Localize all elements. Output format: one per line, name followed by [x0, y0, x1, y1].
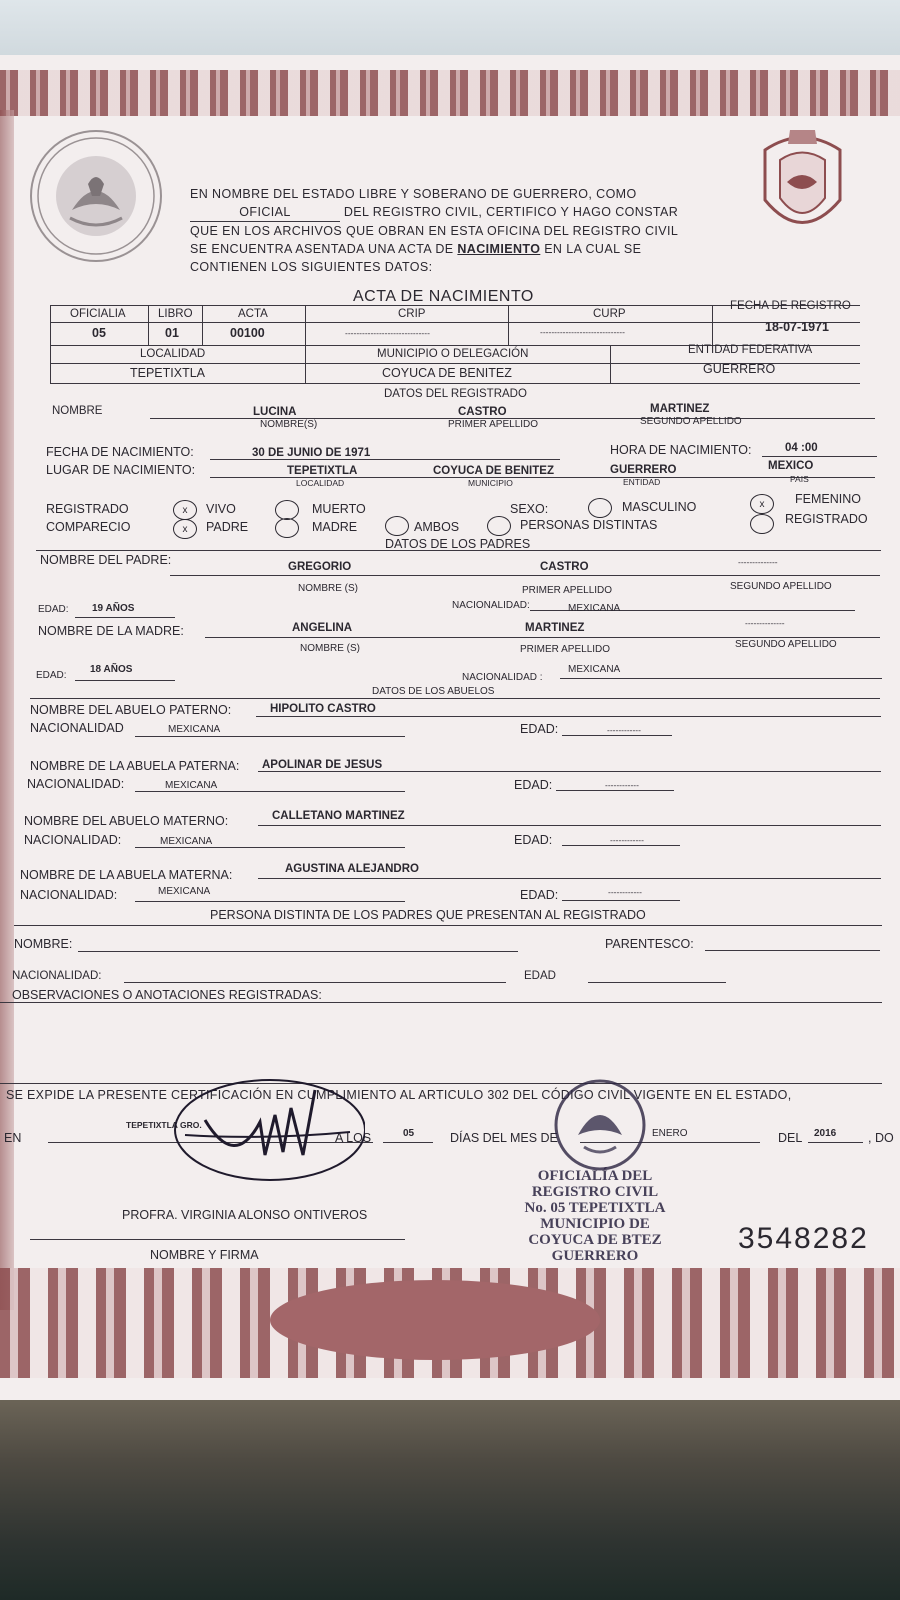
madre-edad: 18 AÑOS: [90, 664, 133, 675]
certificacion-tail: , DO: [868, 1131, 894, 1145]
sub-segundo-apellido: SEGUNDO APELLIDO: [640, 416, 742, 427]
handwritten-signature: [165, 1060, 365, 1190]
padre-primer-apellido: CASTRO: [540, 561, 589, 573]
shield-icon: [745, 120, 860, 250]
rule: [258, 878, 881, 879]
padre-nacionalidad-label: NACIONALIDAD:: [452, 600, 530, 611]
rule: [30, 698, 880, 699]
padre-option-label: PADRE: [206, 520, 249, 534]
intro-line-5: CONTIENEN LOS SIGUIENTES DATOS:: [190, 260, 433, 274]
curp-label: CURP: [593, 308, 626, 320]
expedicion-dia: 05: [403, 1128, 415, 1139]
a-los-label: A LOS: [335, 1131, 372, 1145]
crip-label: CRIP: [398, 308, 426, 320]
madre-sub-ap2: SEGUNDO APELLIDO: [735, 639, 837, 650]
padre-checkbox: [173, 519, 197, 539]
sub-entidad: ENTIDAD: [623, 477, 661, 487]
madre-segundo-apellido: --------------: [745, 618, 785, 628]
madre-option-label: MADRE: [312, 520, 358, 534]
intro-line-4b: EN LA CUAL SE: [544, 242, 642, 256]
certification-intro: [190, 185, 710, 276]
intro-line-3: QUE EN LOS ARCHIVOS QUE OBRAN EN ESTA OFICINA DEL REGISTRO CIVIL: [190, 224, 679, 238]
rule: [705, 950, 880, 951]
abuela-paterna: APOLINAR DE JESUS: [262, 759, 383, 771]
rule: [50, 383, 860, 384]
sub-nombre: NOMBRE(S): [260, 419, 318, 430]
registrado-option-checkbox: [750, 514, 774, 534]
rule: [205, 637, 880, 638]
ambos-checkbox: [385, 516, 409, 536]
femenino-label: FEMENINO: [795, 492, 861, 506]
rule: [562, 900, 680, 901]
abuelo-paterno-label: NOMBRE DEL ABUELO PATERNO:: [30, 703, 232, 717]
rule: [762, 456, 877, 457]
libro-value: 01: [165, 326, 179, 340]
oficialia-label: OFICIALIA: [70, 308, 126, 320]
section-abuelos: DATOS DE LOS ABUELOS: [372, 686, 495, 697]
document-title: ACTA DE NACIMIENTO: [353, 288, 534, 305]
lugar-pais: MEXICO: [768, 460, 814, 472]
acta-type: NACIMIENTO: [457, 242, 541, 256]
rule: [75, 617, 175, 618]
entidad-label: ENTIDAD FEDERATIVA: [688, 344, 813, 356]
intro-line-2b: DEL REGISTRO CIVIL, CERTIFICO Y HAGO CONSTAR: [343, 205, 679, 219]
rule: [712, 305, 713, 345]
rule: [78, 951, 518, 952]
registrado-label: REGISTRADO: [46, 502, 129, 516]
rule: [305, 305, 306, 383]
masculino-label: MASCULINO: [622, 500, 697, 514]
abuela-materna: AGUSTINA ALEJANDRO: [285, 863, 419, 875]
rule: [148, 305, 149, 345]
registrado-option-label: REGISTRADO: [785, 512, 868, 526]
abuelo-paterno-nacionalidad: MEXICANA: [168, 724, 221, 735]
vivo-mark: x: [182, 504, 188, 516]
sub-localidad: LOCALIDAD: [296, 478, 345, 488]
vivo-checkbox: [173, 500, 197, 520]
abuela-materna-nacionalidad: MEXICANA: [158, 886, 211, 897]
madre-sub-ap1: PRIMER APELLIDO: [520, 644, 611, 655]
femenino-checkbox: [750, 494, 774, 514]
rule: [383, 1142, 433, 1143]
padre-sub-ap2: SEGUNDO APELLIDO: [730, 581, 832, 592]
intro-line-4: [190, 240, 710, 258]
fecha-nacimiento: 30 DE JUNIO DE 1971: [252, 447, 371, 459]
rule: [258, 771, 881, 772]
sub-pais: PAIS: [790, 474, 809, 484]
crip-value: ------------------------------: [345, 328, 430, 338]
rule: [30, 1239, 405, 1240]
lugar-municipio: COYUCA DE BENITEZ: [433, 465, 554, 477]
official-stamp-seal: [548, 1075, 653, 1175]
rule: [170, 575, 880, 576]
sexo-label: SEXO:: [510, 502, 549, 516]
personas-distintas-checkbox: [487, 516, 511, 536]
padre-edad: 19 AÑOS: [92, 603, 135, 614]
padre-edad-label: EDAD:: [38, 604, 69, 615]
guerrero-state-seal: [745, 120, 860, 250]
rule: [562, 735, 672, 736]
decorative-bottom-oval: [270, 1280, 600, 1360]
rule: [808, 1142, 863, 1143]
acta-value: 00100: [230, 326, 265, 340]
registrado-nombre: LUCINA: [253, 406, 297, 418]
rule: [562, 845, 680, 846]
rule: [0, 1002, 882, 1003]
firma-label: NOMBRE Y FIRMA: [150, 1248, 259, 1262]
lugar-localidad: TEPETIXTLA: [287, 465, 358, 477]
comparecio-label: COMPARECIO: [46, 520, 131, 534]
madre-label: NOMBRE DE LA MADRE:: [38, 624, 184, 638]
abuela-materna-nacionalidad-label: NACIONALIDAD:: [20, 888, 118, 902]
sub-primer-apellido: PRIMER APELLIDO: [448, 419, 539, 430]
abuelo-materno: CALLETANO MARTINEZ: [272, 810, 405, 822]
femenino-mark: x: [759, 498, 765, 510]
madre-primer-apellido: MARTINEZ: [525, 622, 585, 634]
rule: [135, 901, 405, 902]
section-padres: DATOS DE LOS PADRES: [385, 537, 531, 551]
decorative-left-border: [0, 110, 14, 1310]
expedicion-mes: ENERO: [652, 1128, 688, 1139]
libro-label: LIBRO: [158, 308, 193, 320]
section-registrado: DATOS DEL REGISTRADO: [384, 388, 527, 400]
rule: [560, 678, 882, 679]
abuela-paterna-nacionalidad-label: NACIONALIDAD:: [27, 777, 125, 791]
madre-checkbox: [275, 518, 299, 538]
abuela-materna-edad-label: EDAD:: [520, 888, 559, 902]
abuelo-materno-nacionalidad-label: NACIONALIDAD:: [24, 833, 122, 847]
background-top: [0, 0, 900, 60]
hora-nacimiento: 04 :00: [785, 442, 818, 454]
registrado-segundo-apellido: MARTINEZ: [650, 403, 710, 415]
abuelo-materno-nacionalidad: MEXICANA: [160, 836, 213, 847]
vivo-label: VIVO: [206, 502, 236, 516]
rule: [75, 680, 175, 681]
rule: [610, 345, 611, 383]
folio-number: 3548282: [738, 1222, 869, 1255]
rule: [256, 716, 881, 717]
abuela-paterna-edad: ------------: [605, 780, 639, 790]
observaciones-label: OBSERVACIONES O ANOTACIONES REGISTRADAS:: [12, 988, 322, 1002]
ambos-label: AMBOS: [414, 520, 460, 534]
intro-line-2: [190, 203, 710, 222]
localidad-value: TEPETIXTLA: [130, 366, 206, 380]
intro-line-1: EN NOMBRE DEL ESTADO LIBRE Y SOBERANO DE GUERRERO, COMO: [190, 187, 637, 201]
oficial-field: OFICIAL: [190, 203, 340, 222]
rule: [50, 305, 51, 383]
municipio-label: MUNICIPIO O DELEGACIÓN: [377, 348, 529, 360]
localidad-label: LOCALIDAD: [140, 348, 206, 360]
rule: [124, 982, 506, 983]
madre-nacionalidad: MEXICANA: [568, 664, 621, 675]
padre-sub-ap1: PRIMER APELLIDO: [522, 585, 613, 596]
padre-nacionalidad: MEXICANA: [568, 603, 621, 614]
entidad-value: GUERRERO: [703, 362, 776, 376]
abuelo-materno-edad: ------------: [610, 835, 644, 845]
masculino-checkbox: [588, 498, 612, 518]
padre-mark: x: [182, 523, 188, 535]
muerto-label: MUERTO: [312, 502, 366, 516]
parentesco-label: PARENTESCO:: [605, 937, 694, 951]
certificacion-line: SE EXPIDE LA PRESENTE CERTIFICACIÓN EN CUMPLIMIENTO AL ARTICULO 302 DEL CÓDIGO CIVIL VIGENTE EN EL ESTADO,: [6, 1088, 792, 1102]
abuela-materna-label: NOMBRE DE LA ABUELA MATERNA:: [20, 868, 233, 882]
expedicion-lugar: TEPETIXTLA GRO.: [126, 1120, 202, 1130]
fecha-nacimiento-label: FECHA DE NACIMIENTO:: [46, 445, 194, 459]
persona-nombre-label: NOMBRE:: [14, 937, 73, 951]
rule: [588, 982, 726, 983]
abuelo-paterno-edad-label: EDAD:: [520, 722, 559, 736]
lugar-entidad: GUERRERO: [610, 464, 677, 476]
madre-sub-nombre: NOMBRE (S): [300, 643, 360, 654]
abuelo-materno-edad-label: EDAD:: [514, 833, 553, 847]
rule: [36, 550, 881, 551]
intro-line-4a: SE ENCUENTRA ASENTADA UNA ACTA DE: [190, 242, 454, 256]
eagle-icon: [32, 132, 160, 260]
fecha-registro-label: FECHA DE REGISTRO: [730, 300, 851, 312]
rule: [210, 459, 560, 460]
section-persona-distinta: PERSONA DISTINTA DE LOS PADRES QUE PRESENTAN AL REGISTRADO: [210, 908, 646, 922]
nombre-label: NOMBRE: [52, 405, 103, 417]
rule: [135, 791, 405, 792]
dias-del-mes-label: DÍAS DEL MES DE: [450, 1131, 558, 1145]
padre-segundo-apellido: --------------: [738, 557, 778, 567]
abuelo-paterno: HIPOLITO CASTRO: [270, 703, 376, 715]
firmante-nombre: PROFRA. VIRGINIA ALONSO ONTIVEROS: [122, 1208, 368, 1222]
rule: [135, 736, 405, 737]
rule: [508, 305, 509, 345]
oficialia-value: 05: [92, 326, 106, 340]
sub-municipio: MUNICIPIO: [468, 478, 513, 488]
mexico-coat-of-arms-seal: [30, 130, 162, 262]
madre-nombre: ANGELINA: [292, 622, 353, 634]
madre-nacionalidad-label: NACIONALIDAD :: [462, 672, 543, 683]
curp-value: ------------------------------: [540, 327, 625, 337]
padre-label: NOMBRE DEL PADRE:: [40, 553, 172, 567]
municipio-value: COYUCA DE BENITEZ: [382, 366, 512, 380]
hora-nacimiento-label: HORA DE NACIMIENTO:: [610, 443, 752, 457]
official-stamp-text: OFICIALÍA DEL REGISTRO CIVIL No. 05 TEPETIXTLA MUNICIPIO DE COYUCA DE BTEZ GUERRERO: [524, 1168, 666, 1264]
rule: [0, 1083, 882, 1084]
rule: [135, 847, 405, 848]
abuela-materna-edad: ------------: [608, 887, 642, 897]
acta-label: ACTA: [238, 308, 268, 320]
registrado-primer-apellido: CASTRO: [458, 406, 507, 418]
lugar-nacimiento-label: LUGAR DE NACIMIENTO:: [46, 463, 196, 477]
madre-edad-label: EDAD:: [36, 670, 67, 681]
abuela-paterna-edad-label: EDAD:: [514, 778, 553, 792]
abuelo-paterno-edad: ------------: [607, 725, 641, 735]
rule: [202, 305, 203, 345]
fecha-registro-value: 18-07-1971: [765, 320, 829, 334]
padre-sub-nombre: NOMBRE (S): [298, 583, 358, 594]
rule: [14, 925, 882, 926]
abuelo-paterno-nacionalidad-label: NACIONALIDAD: [30, 721, 124, 735]
personas-distintas-label: PERSONAS DISTINTAS: [520, 518, 658, 532]
decorative-top-border: [0, 70, 900, 116]
rule: [50, 322, 860, 323]
persona-nacionalidad-label: NACIONALIDAD:: [12, 970, 102, 982]
del-label: DEL: [778, 1131, 803, 1145]
rule: [258, 825, 881, 826]
rule: [556, 790, 674, 791]
expedicion-anio: 2016: [814, 1128, 837, 1139]
padre-nombre: GREGORIO: [288, 561, 352, 573]
persona-edad-label: EDAD: [524, 970, 556, 982]
abuela-paterna-nacionalidad: MEXICANA: [165, 780, 218, 791]
muerto-checkbox: [275, 500, 299, 520]
abuelo-materno-label: NOMBRE DEL ABUELO MATERNO:: [24, 814, 229, 828]
en-label: EN: [4, 1131, 22, 1145]
abuela-paterna-label: NOMBRE DE LA ABUELA PATERNA:: [30, 759, 240, 773]
table-surface: [0, 1400, 900, 1600]
